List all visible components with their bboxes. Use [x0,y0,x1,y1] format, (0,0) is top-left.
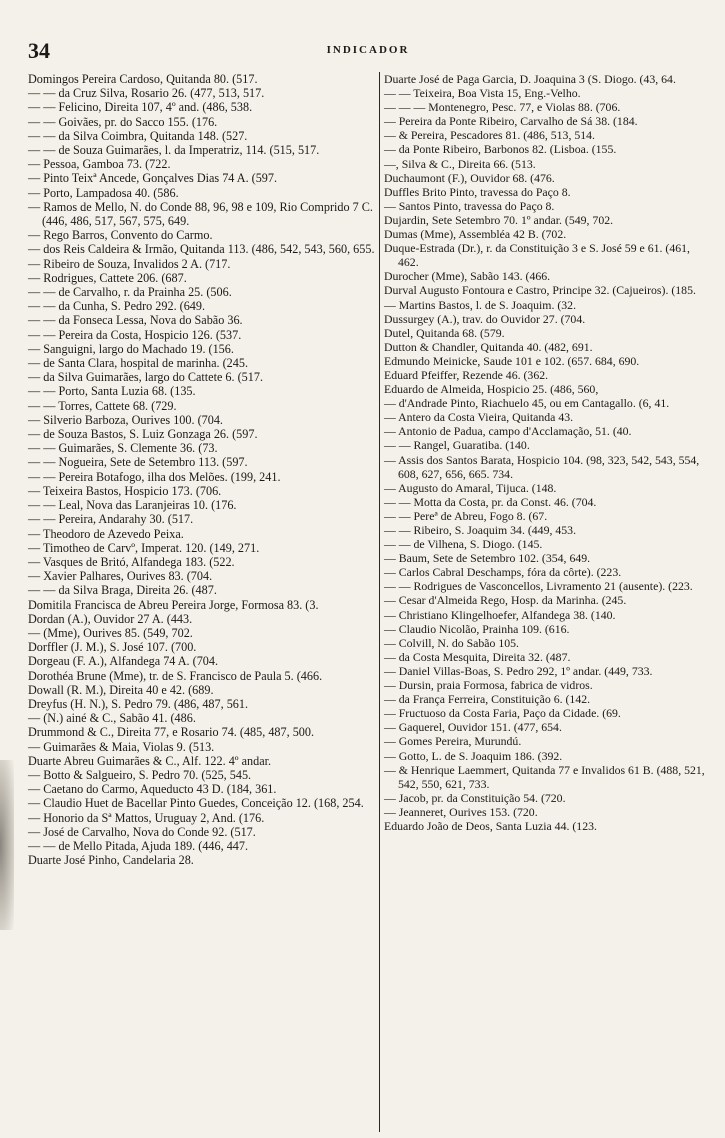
directory-entry: — de Souza Bastos, S. Luiz Gonzaga 26. (597. [28,427,258,442]
directory-entry: — Ribeiro de Souza, Invalidos 2 A. (717. [28,256,231,271]
directory-entry: — — Pereira Botafogo, ilha dos Melões. (199, 241. [28,469,281,484]
directory-entry: Dutel, Quitanda 68. (579. [384,325,505,340]
directory-entry: Dorgeau (F. A.), Alfandega 74 A. (704. [28,654,219,669]
directory-entry: Drummond & C., Direita 77, e Rosario 74. (485, 487, 500. [28,725,315,740]
directory-entry: — — Pereª de Abreu, Fogo 8. (67. [384,508,548,523]
directory-entry: — Silverio Barboza, Ourives 100. (704. [28,412,223,427]
directory-entry: — José de Carvalho, Nova do Conde 92. (517. [28,824,256,839]
directory-entry: — — Felicino, Direita 107, 4º and. (486, 538. [28,100,253,115]
directory-entry: — Baum, Sete de Setembro 102. (354, 649. [384,551,591,566]
directory-entry: — Antero da Costa Vieira, Quitanda 43. [384,410,574,425]
directory-entry: — — da Fonseca Lessa, Nova do Sabão 36. [28,313,243,328]
directory-entry: — Pinto Teixª Ancede, Gonçalves Dias 74 A. (597. [28,171,278,186]
directory-entry: — Colvill, N. do Sabão 105. [384,635,520,650]
left-column [28,72,376,1132]
directory-entry: — — de Carvalho, r. da Prainha 25. (506. [28,285,232,300]
directory-entry: — Xavier Palhares, Ourives 83. (704. [28,569,213,584]
directory-entry: — Fructuoso da Costa Faria, Paço da Cidade. (69. [384,706,621,721]
directory-entry: — Carlos Cabral Deschamps, fóra da côrte). (223. [384,565,622,580]
directory-entry: — Claudio Huet de Bacellar Pinto Guedes, Conceição 12. (168, 254. [28,796,364,811]
directory-entry: Eduardo de Almeida, Hospicio 25. (486, 560, [384,382,599,397]
directory-entry: — — Leal, Nova das Laranjeiras 10. (176. [28,498,237,513]
directory-entry: — — Goivães, pr. do Sacco 155. (176. [28,114,218,129]
directory-entry: — (Mme), Ourives 85. (549, 702. [28,625,193,640]
directory-entry: — Botto & Salgueiro, S. Pedro 70. (525, 545. [28,767,252,782]
right-column [384,72,708,1132]
directory-entry: Duque-Estrada (Dr.), r. da Constituição 3 e S. José 59 e 61. (461, 462. [384,241,691,270]
directory-entry: Dujardin, Sete Setembro 70. 1º andar. (549, 702. [384,212,614,227]
directory-entry: Dutton & Chandler, Quitanda 40. (482, 691. [384,339,593,354]
directory-entry: — Pereira da Ponte Ribeiro, Carvalho de Sá 38. (184. [384,114,638,129]
directory-entry: — Christiano Klingelhoefer, Alfandega 38. (140. [384,607,616,622]
directory-entry: — — Rangel, Guaratiba. (140. [384,438,530,453]
directory-entry: — Ramos de Mello, N. do Conde 88, 96, 98 e 109, Rio Comprido 7 C. (446, 486, 517, 567, 575, 649. [28,199,373,229]
directory-entry: — Guimarães & Maia, Violas 9. (513. [28,739,215,754]
running-head: INDICADOR [326,44,410,56]
directory-entry: Domingos Pereira Cardoso, Quitanda 80. (517. [28,72,258,86]
directory-entry: — — de Souza Guimarães, l. da Imperatriz, 114. (515, 517. [28,143,320,158]
directory-entry: — — Torres, Cattete 68. (729. [28,398,177,413]
directory-entry: — — Nogueira, Sete de Setembro 113. (597. [28,455,248,470]
directory-entry: — & Pereira, Pescadores 81. (486, 513, 514. [384,128,595,143]
directory-entry: — Jeanneret, Ourives 153. (720. [384,804,538,819]
directory-entry: — — Ribeiro, S. Joaquim 34. (449, 453. [384,523,577,537]
directory-entry: — Theodoro de Azevedo Peixa. [28,526,184,541]
page-number: 34 [28,38,50,63]
directory-entry: — Porto, Lampadosa 40. (586. [28,185,179,200]
directory-entry: Duarte José Pinho, Candelaria 28. [28,853,194,868]
directory-page [28,38,708,1128]
directory-entry: Durocher (Mme), Sabão 143. (466. [384,269,551,284]
directory-entry: — Santos Pinto, travessa do Paço 8. [384,198,555,213]
directory-entry: — — da Cruz Silva, Rosario 26. (477, 513, 517. [28,86,265,101]
directory-entry: — — Pereira da Costa, Hospicio 126. (537. [28,327,242,342]
directory-entry: Dordan (A.), Ouvidor 27 A. (443. [28,611,193,626]
directory-entry: — Gotto, L. de S. Joaquim 186. (392. [384,748,563,763]
directory-entry: — Teixeira Bastos, Hospicio 173. (706. [28,483,222,498]
column-divider [379,72,380,1132]
directory-entry: Duchaumont (F.), Ouvidor 68. (476. [384,170,555,185]
directory-entry: — Augusto do Amaral, Tijuca. (148. [384,480,557,495]
directory-entry: — Sanguigni, largo do Machado 19. (156. [28,341,234,356]
directory-entry: — — Motta da Costa, pr. da Const. 46. (704. [384,494,597,509]
directory-entry: — — da Silva Braga, Direita 26. (487. [28,583,217,598]
directory-entry: Eduardo João de Deos, Santa Luzia 44. (123. [384,818,597,833]
directory-entry: — — Teixeira, Boa Vista 15, Eng.-Velho. [384,86,581,101]
directory-entry: — (N.) ainé & C., Sabão 41. (486. [28,711,196,726]
directory-entry: — Martins Bastos, l. de S. Joaquim. (32. [384,297,577,312]
directory-entry: Duarte Abreu Guimarães & C., Alf. 122. 4º andar. [28,753,272,768]
directory-entry: — — de Mello Pitada, Ajuda 189. (446, 447. [28,838,249,853]
directory-entry: — Rodrigues, Cattete 206. (687. [28,270,187,285]
directory-entry: Dorffler (J. M.), S. José 107. (700. [28,640,197,655]
directory-entry: — da Costa Mesquita, Direita 32. (487. [384,649,571,664]
directory-entry: — Caetano do Carmo, Aqueducto 43 D. (184, 361. [28,782,277,797]
directory-entry: Dussurgey (A.), trav. do Ouvidor 27. (704. [384,311,586,326]
page-header [28,38,708,70]
directory-entry: Duffles Brito Pinto, travessa do Paço 8. [384,184,571,199]
directory-entry: — Honorio da Sª Mattos, Uruguay 2, And. (176. [28,810,265,825]
directory-entry: — Cesar d'Almeida Rego, Hosp. da Marinha. (245. [384,593,627,608]
directory-entry: — Assis dos Santos Barata, Hospicio 104. (98, 323, 542, 543, 554, 608, 627, 656, 665. 734. [384,452,700,481]
directory-entry: — d'Andrade Pinto, Riachuelo 45, ou em Cantagallo. (6, 41. [384,396,670,411]
directory-entry: Eduard Pfeiffer, Rezende 46. (362. [384,367,549,382]
directory-entry: — — — Montenegro, Pesc. 77, e Violas 88. (706. [384,100,621,115]
directory-entry: Durval Augusto Fontoura e Castro, Principe 32. (Cajueiros). (185. [384,283,696,298]
directory-entry: Dorothéa Brune (Mme), tr. de S. Francisco de Paula 5. (466. [28,668,323,683]
directory-entry: — — da Silva Coimbra, Quitanda 148. (527. [28,128,248,143]
directory-entry: Domitila Francisca de Abreu Pereira Jorge, Formosa 83. (3. [28,597,319,612]
directory-entry: — Daniel Villas-Boas, S. Pedro 292, 1º andar. (449, 733. [384,663,653,678]
directory-entry: — & Henrique Laemmert, Quitanda 77 e Invalidos 61 B. (488, 521, 542, 550, 621, 733. [384,762,705,791]
directory-entry: —, Silva & C., Direita 66. (513. [384,156,536,171]
directory-entry: — Pessoa, Gamboa 73. (722. [28,157,171,172]
directory-entry: — Gomes Pereira, Murundú. [384,734,522,749]
directory-entry: — Dursin, praia Formosa, fabrica de vidros. [384,678,593,693]
directory-entry: — — Porto, Santa Luzia 68. (135. [28,384,196,399]
directory-entry: Duarte José de Paga Garcia, D. Joaquina 3 (S. Diogo. (43, 64. [384,72,676,86]
directory-entry: — dos Reis Caldeira & Irmão, Quitanda 113. (486, 542, 543, 560, 655. [28,242,375,257]
directory-entry: — — Pereira, Andarahy 30. (517. [28,512,194,527]
directory-entry: — da França Ferreira, Constituição 6. (142. [384,692,591,707]
columns [28,72,708,1132]
directory-entry: — Vasques de Britó, Alfandega 183. (522. [28,554,235,569]
directory-entry: — — de Vilhena, S. Diogo. (145. [384,537,543,552]
directory-entry: — Gaquerel, Ouvidor 151. (477, 654. [384,720,562,735]
directory-entry: Dreyfus (H. N.), S. Pedro 79. (486, 487, 561. [28,696,249,711]
directory-entry: — da Silva Guimarães, largo do Cattete 6. (517. [28,370,264,385]
directory-entry: — Rego Barros, Convento do Carmo. [28,228,213,243]
directory-entry: — Claudio Nicolão, Prainha 109. (616. [384,621,570,636]
directory-entry: Dumas (Mme), Assembléa 42 B. (702. [384,227,567,242]
directory-entry: — Antonio de Padua, campo d'Acclamação, 51. (40. [384,424,632,439]
directory-entry: — — da Cunha, S. Pedro 292. (649. [28,299,206,314]
directory-entry: — Jacob, pr. da Constituição 54. (720. [384,790,566,805]
directory-entry: Edmundo Meinicke, Saude 101 e 102. (657. 684, 690. [384,353,640,368]
directory-entry: — Timotheo de Carvº, Imperat. 120. (149, 271. [28,540,260,555]
directory-entry: — — Guimarães, S. Clemente 36. (73. [28,441,218,456]
binding-shadow [0,760,14,930]
directory-entry: Dowall (R. M.), Direita 40 e 42. (689. [28,682,214,697]
directory-entry: — da Ponte Ribeiro, Barbonos 82. (Lisboa. (155. [384,142,617,157]
directory-entry: — — Rodrigues de Vasconcellos, Livramento 21 (ausente). (223. [384,579,693,594]
directory-entry: — de Santa Clara, hospital de marinha. (245. [28,356,248,371]
